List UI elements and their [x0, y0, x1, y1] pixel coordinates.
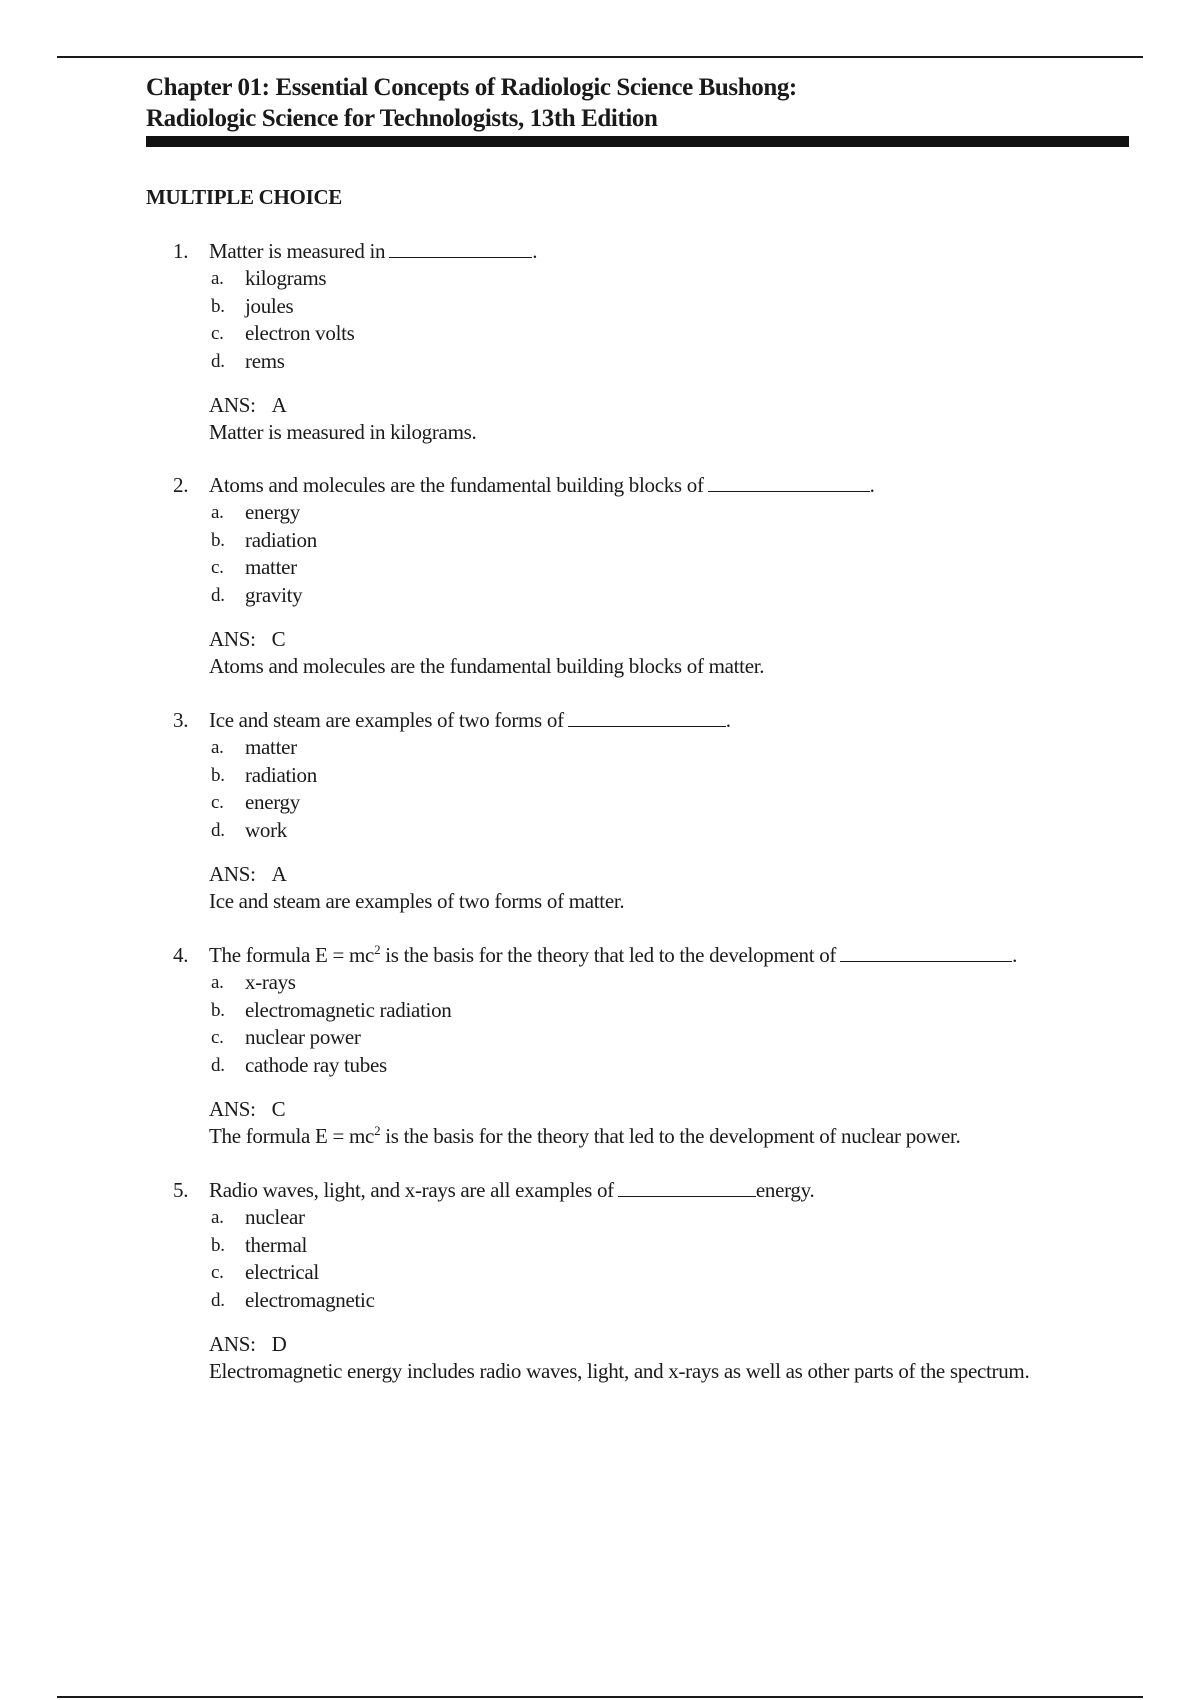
choice-letter: b. [211, 529, 225, 551]
choice-text: nuclear power [245, 1025, 361, 1049]
choice-a [173, 499, 1133, 527]
question-number: 1. [173, 239, 189, 263]
choice-d [173, 348, 1133, 376]
answer-value: C [271, 627, 286, 651]
choice-letter: c. [211, 557, 224, 578]
choice-letter: d. [211, 584, 225, 606]
choice-letter: b. [211, 295, 225, 317]
answer-rationale: Ice and steam are examples of two forms of matter. [209, 889, 625, 913]
question-text [209, 706, 731, 734]
choice-text: energy [245, 790, 300, 814]
choice-text: radiation [245, 762, 317, 787]
choice-letter: c. [211, 792, 224, 813]
answer-value: A [271, 862, 287, 886]
choice-letter: a. [211, 268, 224, 289]
question-number: 2. [173, 473, 189, 497]
choice-text: matter [245, 735, 297, 759]
superscript-2: 2 [374, 1123, 381, 1138]
choice-letter: a. [211, 502, 224, 523]
choice-text: electromagnetic radiation [245, 997, 452, 1022]
question-4 [173, 941, 1133, 1150]
answer-blank [708, 473, 870, 492]
answer-blank [618, 1178, 756, 1197]
document-title [146, 72, 1129, 147]
choice-text: nuclear [245, 1205, 305, 1229]
choice-c [173, 789, 1133, 817]
choice-text: x-rays [245, 970, 296, 994]
choice-letter: b. [211, 999, 225, 1021]
choice-text: thermal [245, 1232, 308, 1257]
answer-rationale: Atoms and molecules are the fundamental building blocks of matter. [209, 654, 765, 678]
choice-text: radiation [245, 527, 317, 552]
choice-text: electromagnetic [245, 1287, 375, 1312]
top-rule [57, 56, 1143, 58]
question-1 [173, 237, 1133, 446]
title-line-2: Radiologic Science for Technologists, 13th Edition [146, 105, 658, 132]
choice-letter: b. [211, 764, 225, 786]
answer-line [173, 861, 1133, 888]
answer-rationale: Electromagnetic energy includes radio waves, light, and x-rays as well as other parts of the spectrum. [209, 1359, 1030, 1383]
choice-letter: b. [211, 1234, 225, 1256]
answer-line [173, 1331, 1133, 1358]
choice-letter: a. [211, 1207, 224, 1228]
bottom-rule [57, 1696, 1143, 1698]
choice-a [173, 734, 1133, 762]
question-text [209, 471, 875, 499]
answer-value: A [271, 393, 287, 417]
choice-c [173, 1024, 1133, 1052]
choice-text: rems [245, 348, 285, 373]
choice-a [173, 969, 1133, 997]
question-text [209, 237, 537, 265]
question-stem [173, 237, 1133, 265]
answer-label: ANS: [209, 1332, 256, 1356]
choice-text: matter [245, 555, 297, 579]
rationale-text-before: The formula E = mc [209, 1124, 375, 1148]
answer-blank [568, 708, 726, 727]
choice-d [173, 582, 1133, 610]
stem-end: . [1012, 943, 1018, 967]
choice-a [173, 1204, 1133, 1232]
choice-letter: d. [211, 1054, 225, 1076]
choice-c [173, 554, 1133, 582]
question-5 [173, 1176, 1133, 1385]
choice-text: kilograms [245, 266, 327, 290]
stem-text: Radio waves, light, and x-rays are all examples of [209, 1178, 614, 1202]
choice-text: gravity [245, 582, 303, 607]
answer-label: ANS: [209, 1097, 256, 1121]
stem-text-before: The formula E = mc [209, 943, 375, 967]
choice-text: joules [245, 293, 294, 318]
stem-end: . [532, 239, 538, 263]
choice-b [173, 1232, 1133, 1260]
choice-b [173, 293, 1133, 321]
answer-label: ANS: [209, 393, 256, 417]
choice-c [173, 1259, 1133, 1287]
question-stem [173, 941, 1133, 969]
choice-letter: c. [211, 1027, 224, 1048]
choice-letter: d. [211, 1289, 225, 1311]
choice-a [173, 265, 1133, 293]
choice-text: work [245, 817, 287, 842]
question-stem [173, 706, 1133, 734]
title-underline-bar [146, 136, 1129, 147]
answer-rationale: Matter is measured in kilograms. [209, 420, 477, 444]
choice-b [173, 527, 1133, 555]
choice-letter: d. [211, 350, 225, 372]
choice-c [173, 320, 1133, 348]
stem-end: energy. [755, 1178, 815, 1202]
answer-blank [840, 943, 1012, 962]
answer-line [173, 392, 1133, 419]
choice-b [173, 762, 1133, 790]
superscript-2: 2 [374, 942, 381, 957]
choice-letter: d. [211, 819, 225, 841]
section-heading: MULTIPLE CHOICE [146, 185, 343, 209]
choice-letter: a. [211, 737, 224, 758]
title-line-1: Chapter 01: Essential Concepts of Radiologic Science Bushong: [146, 74, 797, 101]
answer-rationale [173, 1123, 1133, 1150]
choice-d [173, 1287, 1133, 1315]
choice-text: electrical [245, 1260, 319, 1284]
question-number: 5. [173, 1178, 189, 1202]
question-stem [173, 471, 1133, 499]
answer-label: ANS: [209, 627, 256, 651]
stem-text: Ice and steam are examples of two forms of [209, 708, 564, 732]
answer-value: D [271, 1332, 287, 1356]
answer-line [173, 1096, 1133, 1123]
rationale-text-after: is the basis for the theory that led to the development of nuclear power. [380, 1124, 961, 1148]
question-number: 4. [173, 943, 189, 967]
choice-d [173, 1052, 1133, 1080]
answer-blank [389, 239, 532, 258]
answer-value: C [271, 1097, 286, 1121]
choice-text: cathode ray tubes [245, 1052, 387, 1077]
question-number: 3. [173, 708, 189, 732]
question-text [209, 941, 1017, 969]
choice-letter: c. [211, 1262, 224, 1283]
answer-label: ANS: [209, 862, 256, 886]
stem-end: . [725, 708, 731, 732]
answer-line [173, 626, 1133, 653]
stem-text: Atoms and molecules are the fundamental building blocks of [209, 473, 704, 497]
choice-text: electron volts [245, 321, 355, 345]
choice-b [173, 997, 1133, 1025]
choice-letter: c. [211, 323, 224, 344]
choice-text: energy [245, 500, 300, 524]
question-2 [173, 471, 1133, 680]
question-stem [173, 1176, 1133, 1204]
question-text [209, 1176, 814, 1204]
choice-letter: a. [211, 972, 224, 993]
choice-d [173, 817, 1133, 845]
question-3 [173, 706, 1133, 915]
stem-text-after: is the basis for the theory that led to the development of [380, 943, 837, 967]
stem-text: Matter is measured in [209, 239, 386, 263]
stem-end: . [869, 473, 875, 497]
